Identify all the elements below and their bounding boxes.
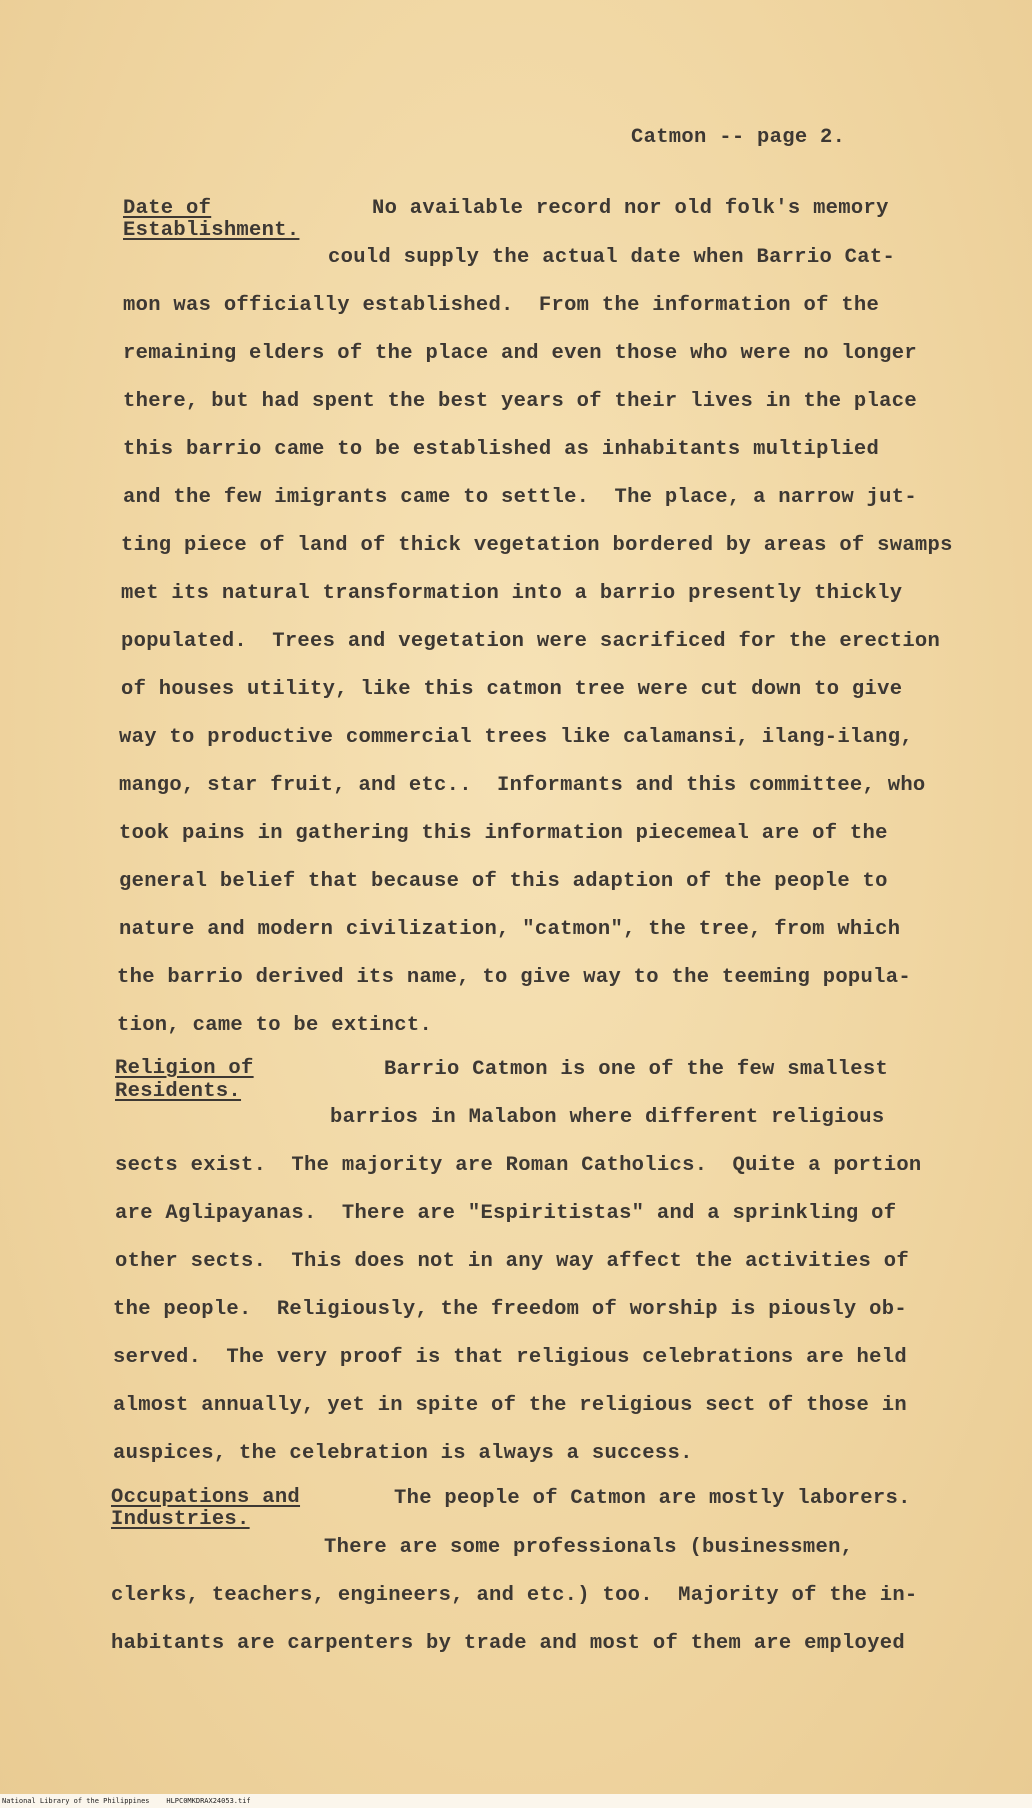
- paragraph-line: mango, star fruit, and etc.. Informants and this committee, who: [119, 774, 926, 797]
- paragraph-line: nature and modern civilization, "catmon", the tree, from which: [119, 918, 901, 941]
- paragraph-line: mon was officially established. From the information of the: [123, 294, 880, 317]
- section-heading-occupations-line2: Industries.: [111, 1508, 250, 1531]
- paragraph-line: took pains in gathering this information piecemeal are of the: [119, 822, 888, 845]
- section-heading-occupations-line1: Occupations and: [111, 1486, 301, 1509]
- paragraph-line: Barrio Catmon is one of the few smallest: [384, 1058, 889, 1081]
- paragraph-line: There are some professionals (businessmen,: [324, 1536, 854, 1559]
- paragraph-line: barrios in Malabon where different religious: [330, 1106, 885, 1129]
- paragraph-line: auspices, the celebration is always a success.: [113, 1442, 693, 1465]
- paragraph-line: almost annually, yet in spite of the religious sect of those in: [113, 1394, 907, 1417]
- section-heading-religion-line2: Residents.: [115, 1080, 242, 1103]
- paragraph-line: remaining elders of the place and even those who were no longer: [123, 342, 917, 365]
- paragraph-line: habitants are carpenters by trade and most of them are employed: [111, 1632, 905, 1655]
- paragraph-line: other sects. This does not in any way affect the activities of: [115, 1250, 909, 1273]
- paragraph-line: and the few imigrants came to settle. The place, a narrow jut-: [123, 486, 917, 509]
- paragraph-line: No available record nor old folk's memory: [372, 197, 889, 220]
- paragraph-line: way to productive commercial trees like calamansi, ilang-ilang,: [119, 726, 913, 749]
- paragraph-line: met its natural transformation into a barrio presently thickly: [121, 582, 903, 605]
- paragraph-line: could supply the actual date when Barrio Cat-: [328, 246, 896, 269]
- section-heading-date-line2: Establishment.: [123, 219, 300, 242]
- paragraph-line: this barrio came to be established as inhabitants multiplied: [123, 438, 880, 461]
- paragraph-line: ting piece of land of thick vegetation bordered by areas of swamps: [121, 534, 953, 557]
- paragraph-line: the barrio derived its name, to give way to the teeming popula-: [117, 966, 911, 989]
- scan-footer-text: National Library of the Philippines HLPC0MKDRAX24053.tif: [2, 1797, 251, 1805]
- paragraph-line: served. The very proof is that religious celebrations are held: [113, 1346, 907, 1369]
- paragraph-line: populated. Trees and vegetation were sacrificed for the erection: [121, 630, 941, 653]
- paragraph-line: are Aglipayanas. There are "Espiritistas" and a sprinkling of: [115, 1202, 897, 1225]
- paragraph-line: sects exist. The majority are Roman Catholics. Quite a portion: [115, 1154, 922, 1177]
- paragraph-line: The people of Catmon are mostly laborers.: [394, 1487, 911, 1510]
- paragraph-line: clerks, teachers, engineers, and etc.) too. Majority of the in-: [111, 1584, 918, 1607]
- section-heading-date-line1: Date of: [123, 197, 212, 220]
- paragraph-line: the people. Religiously, the freedom of worship is piously ob-: [113, 1298, 907, 1321]
- paragraph-line: tion, came to be extinct.: [117, 1014, 433, 1037]
- page-label: Catmon -- page 2.: [631, 126, 846, 149]
- paragraph-line: of houses utility, like this catmon tree were cut down to give: [121, 678, 903, 701]
- paragraph-line: there, but had spent the best years of their lives in the place: [123, 390, 917, 413]
- section-heading-religion-line1: Religion of: [115, 1057, 254, 1080]
- paragraph-line: general belief that because of this adaption of the people to: [119, 870, 888, 893]
